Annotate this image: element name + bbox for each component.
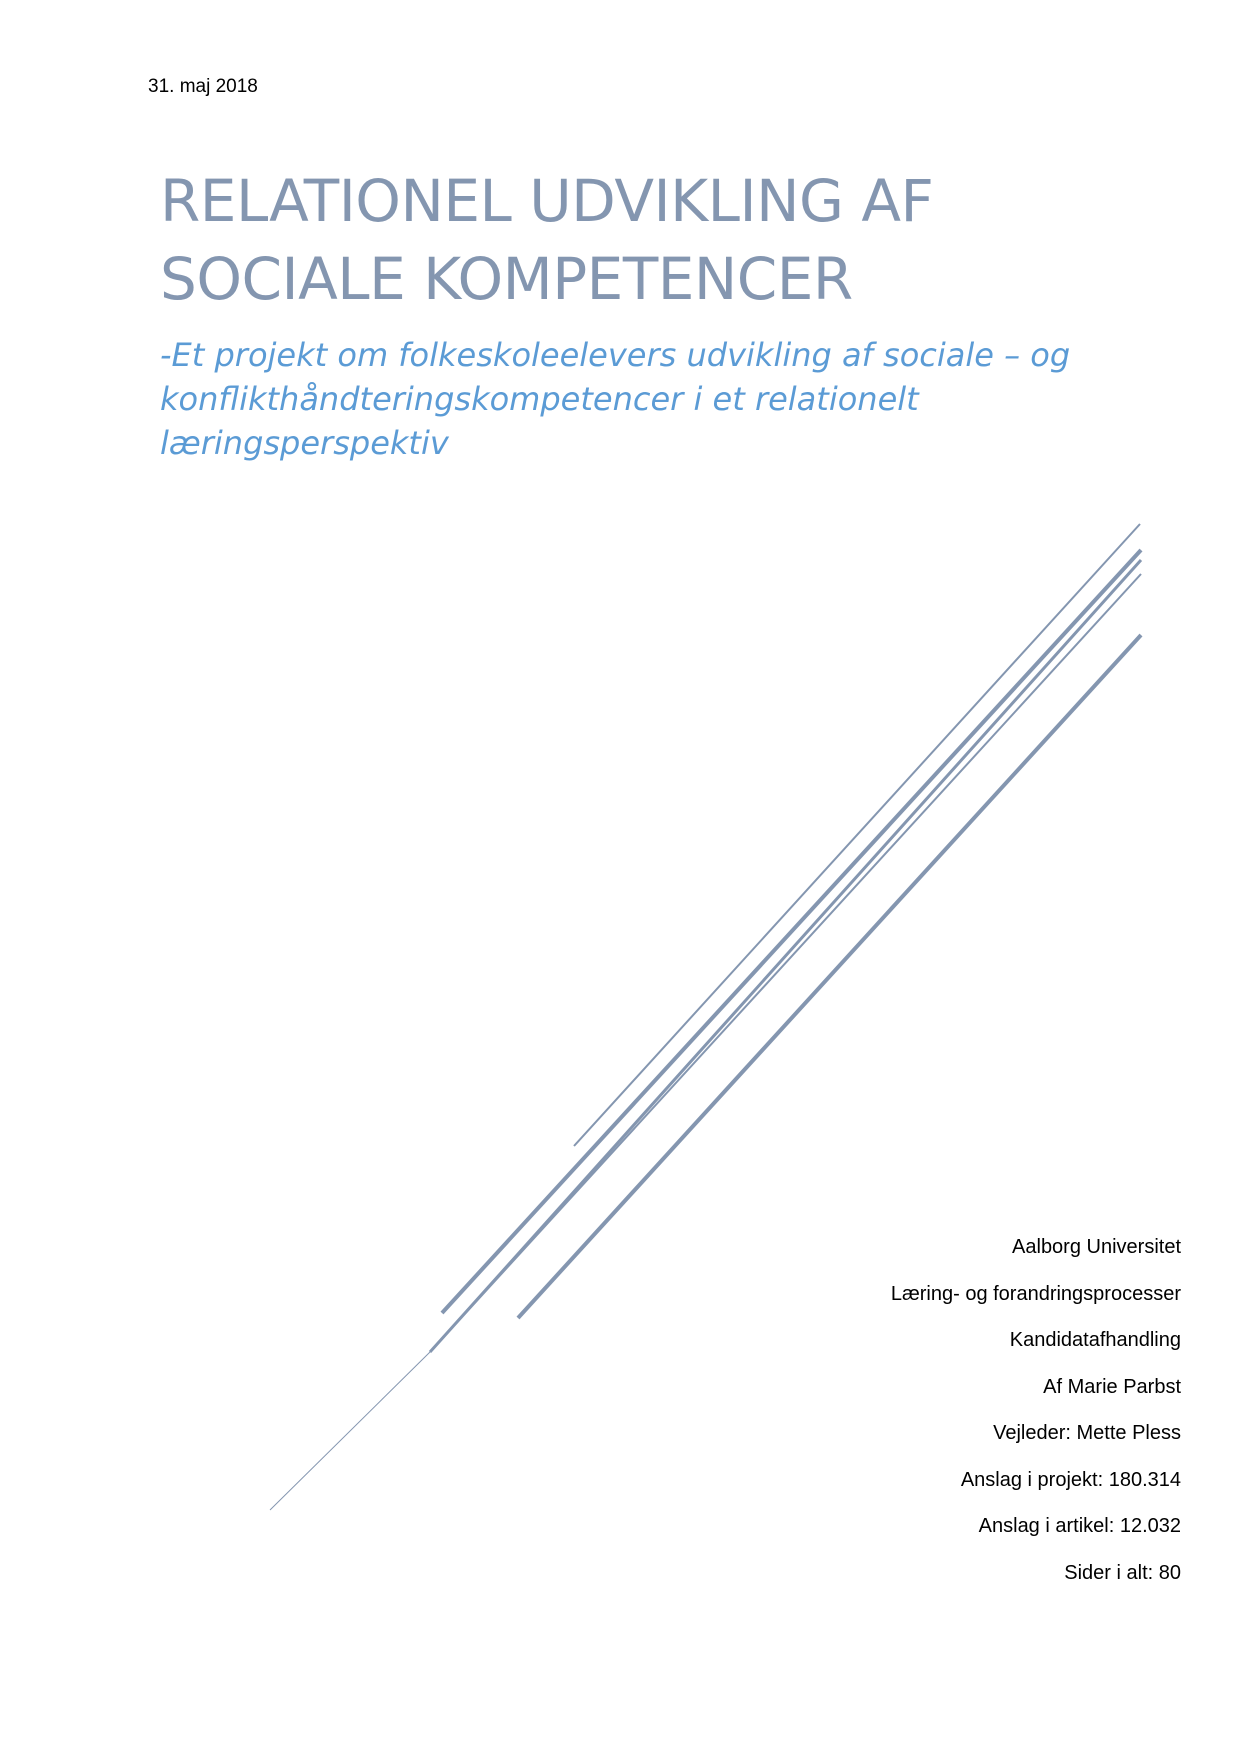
info-university: Aalborg Universitet <box>1012 1236 1181 1258</box>
info-author: Af Marie Parbst <box>1043 1375 1181 1398</box>
document-date: 31. maj 2018 <box>148 76 258 97</box>
document-info-block <box>891 1224 1181 1596</box>
title-line-2: SOCIALE KOMPETENCER <box>160 245 853 313</box>
decorative-line-5 <box>518 635 1141 1318</box>
title-line-1: RELATIONEL UDVIKLING AF <box>160 167 934 235</box>
decorative-line-2 <box>442 550 1141 1313</box>
decorative-line-6 <box>270 1352 430 1510</box>
subtitle-line-1: -Et projekt om folkeskoleelevers udvikling af sociale – og <box>160 336 1071 374</box>
info-supervisor: Vejleder: Mette Pless <box>993 1422 1181 1444</box>
subtitle-line-3: læringsperspektiv <box>160 424 449 462</box>
info-program: Læring- og forandringsprocesser <box>890 1282 1181 1305</box>
info-type: Kandidatafhandling <box>1009 1329 1181 1351</box>
info-chars-article: Anslag i artikel: 12.032 <box>978 1515 1181 1537</box>
info-pages-total: Sider i alt: 80 <box>1064 1561 1181 1584</box>
info-chars-project: Anslag i projekt: 180.314 <box>960 1468 1181 1491</box>
subtitle-line-2: konflikthåndteringskompetencer i et relationelt <box>160 380 919 418</box>
decorative-line-1 <box>574 524 1140 1146</box>
